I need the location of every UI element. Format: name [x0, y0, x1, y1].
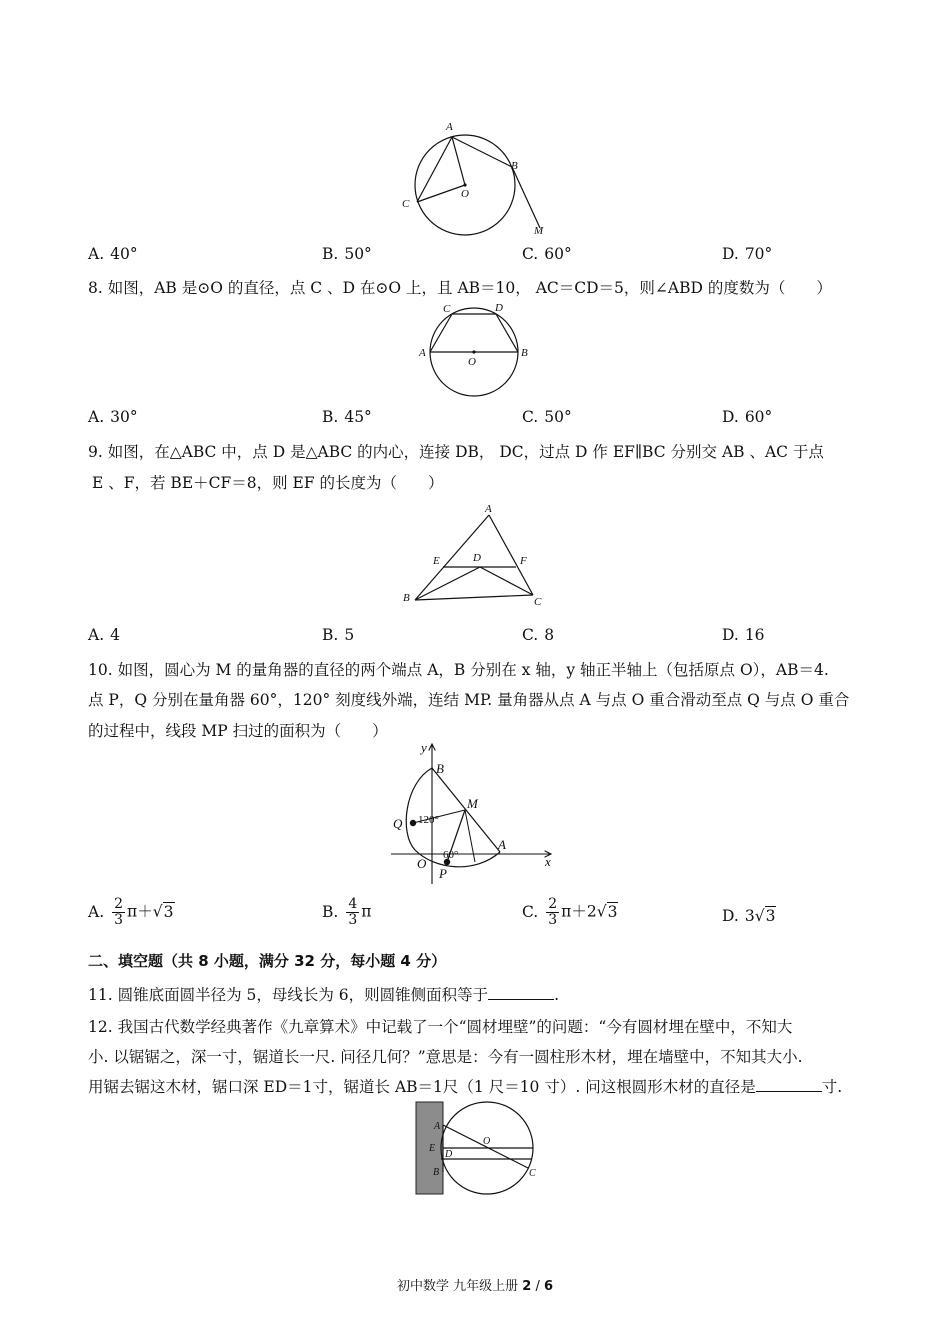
page-footer [0, 1275, 950, 1294]
q8-label-c: C [443, 303, 451, 315]
q12-answer-blank[interactable] [756, 1077, 822, 1092]
q7-option-b[interactable]: B. 50° [322, 245, 372, 263]
figure-q8 [415, 300, 535, 400]
q10-options [88, 897, 888, 941]
q9-label-f: F [520, 555, 527, 567]
q12-stem-line2: 小. 以锯锯之，深一寸，锯道长一尺. 问径几何？”意思是：今有一圆柱形木材，埋在墙壁中，不知其大小. [88, 1048, 803, 1066]
q7-option-d[interactable]: D. 70° [722, 245, 773, 263]
q10-stem-line1: 10. 如图，圆心为 M 的量角器的直径的两个端点 A，B 分别在 x 轴，y 轴正半轴上（包括原点 O），AB＝4. [88, 661, 829, 679]
q8-label-b: B [521, 347, 528, 359]
q7-label-m: M [534, 225, 544, 237]
q8-stem: 8. 如图，AB 是⊙O 的直径，点 C 、D 在⊙O 上，且 AB＝10， AC＝CD＝5，则∠ABD 的度数为（ ） [88, 279, 832, 297]
q9-stem-line1: 9. 如图，在△ABC 中，点 D 是△ABC 的内心，连接 DB， DC，过点 D 作 EF∥BC 分别交 AB 、AC 于点 [88, 443, 824, 461]
q7-label-o: O [461, 188, 469, 200]
q9-line-bc [415, 595, 533, 600]
q8-option-b[interactable]: B. 45° [322, 408, 372, 426]
q12-label-b: B [433, 1167, 440, 1178]
q9-label-b: B [403, 592, 410, 604]
q7-option-a[interactable]: A. 40° [88, 245, 138, 263]
q7-option-c[interactable]: C. 60° [522, 245, 572, 263]
q10-stem-line3: 的过程中，线段 MP 扫过的面积为（ ） [88, 722, 388, 740]
q9-stem-line2: E 、F，若 BE＋CF＝8，则 EF 的长度为（ ） [92, 474, 444, 492]
q9-option-c[interactable]: C. 8 [522, 626, 555, 644]
figure-q12 [410, 1100, 550, 1200]
q9-option-b[interactable]: B. 5 [322, 626, 355, 644]
q10-option-b[interactable]: B. $\frac{4}{3}$ π [322, 896, 372, 928]
figure-q10 [385, 738, 560, 888]
footer-sep: / [531, 1279, 544, 1294]
footer-title: 初中数学 九年级上册 [396, 1279, 519, 1294]
footer-total: 6 [543, 1279, 554, 1294]
q12-label-o: O [483, 1136, 491, 1147]
footer-page: 2 [522, 1279, 532, 1294]
q10-label-a: A [498, 837, 506, 852]
q8-line-db [496, 314, 518, 352]
q8-option-d[interactable]: D. 60° [722, 408, 773, 426]
q8-label-o: O [468, 356, 476, 368]
q10-label-x: x [545, 854, 551, 869]
q9-line-db [415, 567, 480, 600]
figure-q9 [398, 500, 548, 610]
q7-options [88, 245, 888, 271]
q12-stem-line1: 12. 我国古代数学经典著作《九章算术》中记载了一个“圆材埋壁”的问题：“今有圆材埋在壁中，不知大 [88, 1018, 793, 1036]
q10-label-p: P [439, 866, 447, 881]
section2-heading: 二、填空题（共 8 小题，满分 32 分，每小题 4 分） [88, 952, 447, 970]
q7-label-c: C [402, 198, 410, 210]
q8-label-d: D [495, 302, 503, 314]
q12-label-d: D [445, 1149, 453, 1160]
q10-option-a[interactable]: A. $\frac{2}{3}$ π＋√3 [88, 896, 174, 928]
q10-diameter-ab [432, 768, 500, 852]
q12-label-a: A [434, 1121, 441, 1132]
q10-label-60: 60° [443, 849, 459, 861]
q11-stem: 11. 圆锥底面圆半径为 5，母线长为 6，则圆锥侧面积等于 . [88, 986, 560, 1004]
q10-label-y: y [421, 740, 427, 755]
q9-option-a[interactable]: A. 4 [88, 626, 120, 644]
q9-label-c: C [534, 596, 542, 608]
q7-line-ao [452, 137, 465, 185]
q9-label-a: A [485, 503, 492, 515]
q7-line-ac [417, 137, 452, 202]
q9-label-d: D [473, 552, 481, 564]
q12-label-c: C [529, 1168, 536, 1179]
q8-options [88, 408, 888, 434]
q10-option-c[interactable]: C. $\frac{2}{3}$ π＋2√3 [522, 896, 618, 928]
q11-answer-blank[interactable] [488, 985, 554, 1000]
q10-label-q: Q [393, 816, 403, 831]
q12-stem-line3: 用锯去锯这木材，锯口深 ED＝1寸，锯道长 AB＝1尺（1 尺＝10 寸）. 问这根圆形木材的直径是 寸. [88, 1078, 843, 1096]
q10-label-o: O [417, 856, 427, 871]
q10-label-m: M [467, 796, 478, 811]
figure-q7 [390, 110, 560, 240]
q9-option-d[interactable]: D. 16 [722, 626, 765, 644]
q7-line-om [512, 167, 540, 228]
q10-label-b: B [436, 761, 444, 776]
q7-label-a: A [446, 121, 453, 133]
q10-option-d[interactable]: D. 3√3 [722, 907, 776, 925]
q10-point-q [410, 820, 416, 826]
q8-option-a[interactable]: A. 30° [88, 408, 138, 426]
q10-stem-line2: 点 P，Q 分别在量角器 60°，120° 刻度线外端，连结 MP. 量角器从点 A 与点 O 重合滑动至点 Q 与点 O 重合 [88, 691, 850, 709]
q10-label-120: 120° [418, 814, 439, 826]
q8-label-a: A [419, 347, 426, 359]
q9-options [88, 626, 888, 652]
q12-label-e: E [429, 1143, 436, 1154]
q7-label-b: B [511, 160, 518, 172]
q8-line-ac [430, 314, 452, 352]
q8-option-c[interactable]: C. 50° [522, 408, 572, 426]
q9-label-e: E [433, 555, 440, 567]
